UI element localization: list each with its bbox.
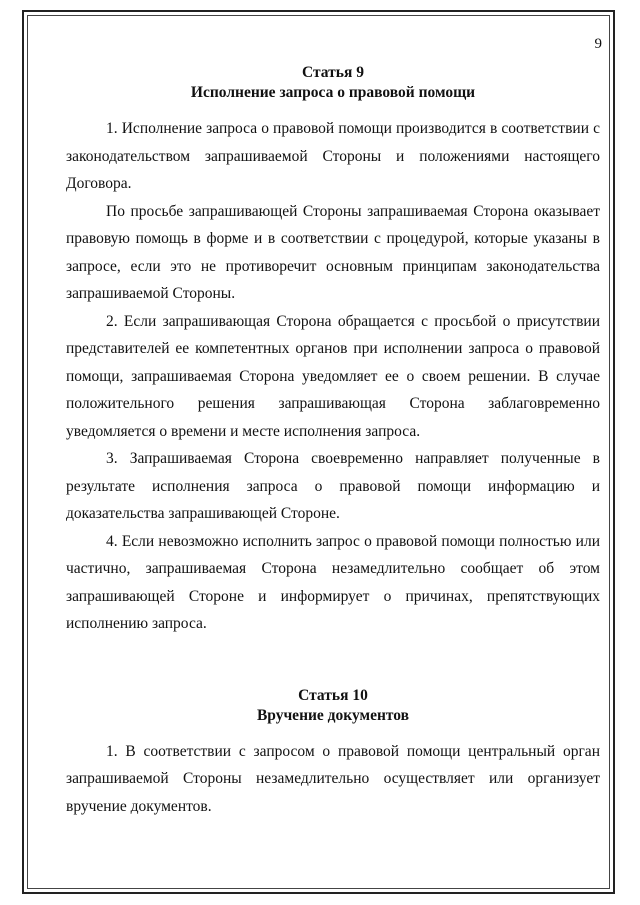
article-9-number: Статья 9 [302,64,364,81]
document-body [66,63,600,820]
article-9-paragraph-4: 3. Запрашиваемая Сторона своевременно направляет полученные в результате исполнения запроса о правовой помощи информацию и доказательства запрашивающей Стороне. [66,450,600,522]
article-9-paragraph-2: По просьбе запрашивающей Стороны запрашиваемая Сторона оказывает правовую помощь в форме и в соответствии с процедурой, которые указаны в запросе, если это не противоречит основным принципам законодательства запрашиваемой Стороны. [66,202,600,302]
article-9-paragraph-5: 4. Если невозможно исполнить запрос о правовой помощи полностью или частично, запрашиваемая Сторона незамедлительно сообщает об этом запрашивающей Стороне и информирует о причинах, препятствующих исполнению запроса. [66,532,600,632]
article-10-heading [66,686,600,726]
article-10-paragraph-1: 1. В соответствии с запросом о правовой помощи центральный орган запрашиваемой Стороны незамедлительно осуществляет или организует вручение документов. [66,742,600,815]
article-10-title: Вручение документов [256,706,410,724]
page-number: 9 [594,36,602,52]
article-9-paragraph-3: 2. Если запрашивающая Сторона обращается с просьбой о присутствии представителей ее компетентных органов при исполнении запроса о правовой помощи, запрашиваемая Сторона уведомляет ее о своем решении. В случае положительного решения запрашивающая Сторона заблаговременно уведомляется о времени и месте исполнения запроса. [66,312,600,440]
article-9-title: Исполнение запроса о правовой помощи [190,84,476,101]
article-10-number: Статья 10 [298,686,368,704]
article-9-heading [66,63,600,103]
article-9-paragraph-1: 1. Исполнение запроса о правовой помощи производится в соответствии с законодательством запрашиваемой Стороны и положениями настоящего Договора. [66,120,600,192]
